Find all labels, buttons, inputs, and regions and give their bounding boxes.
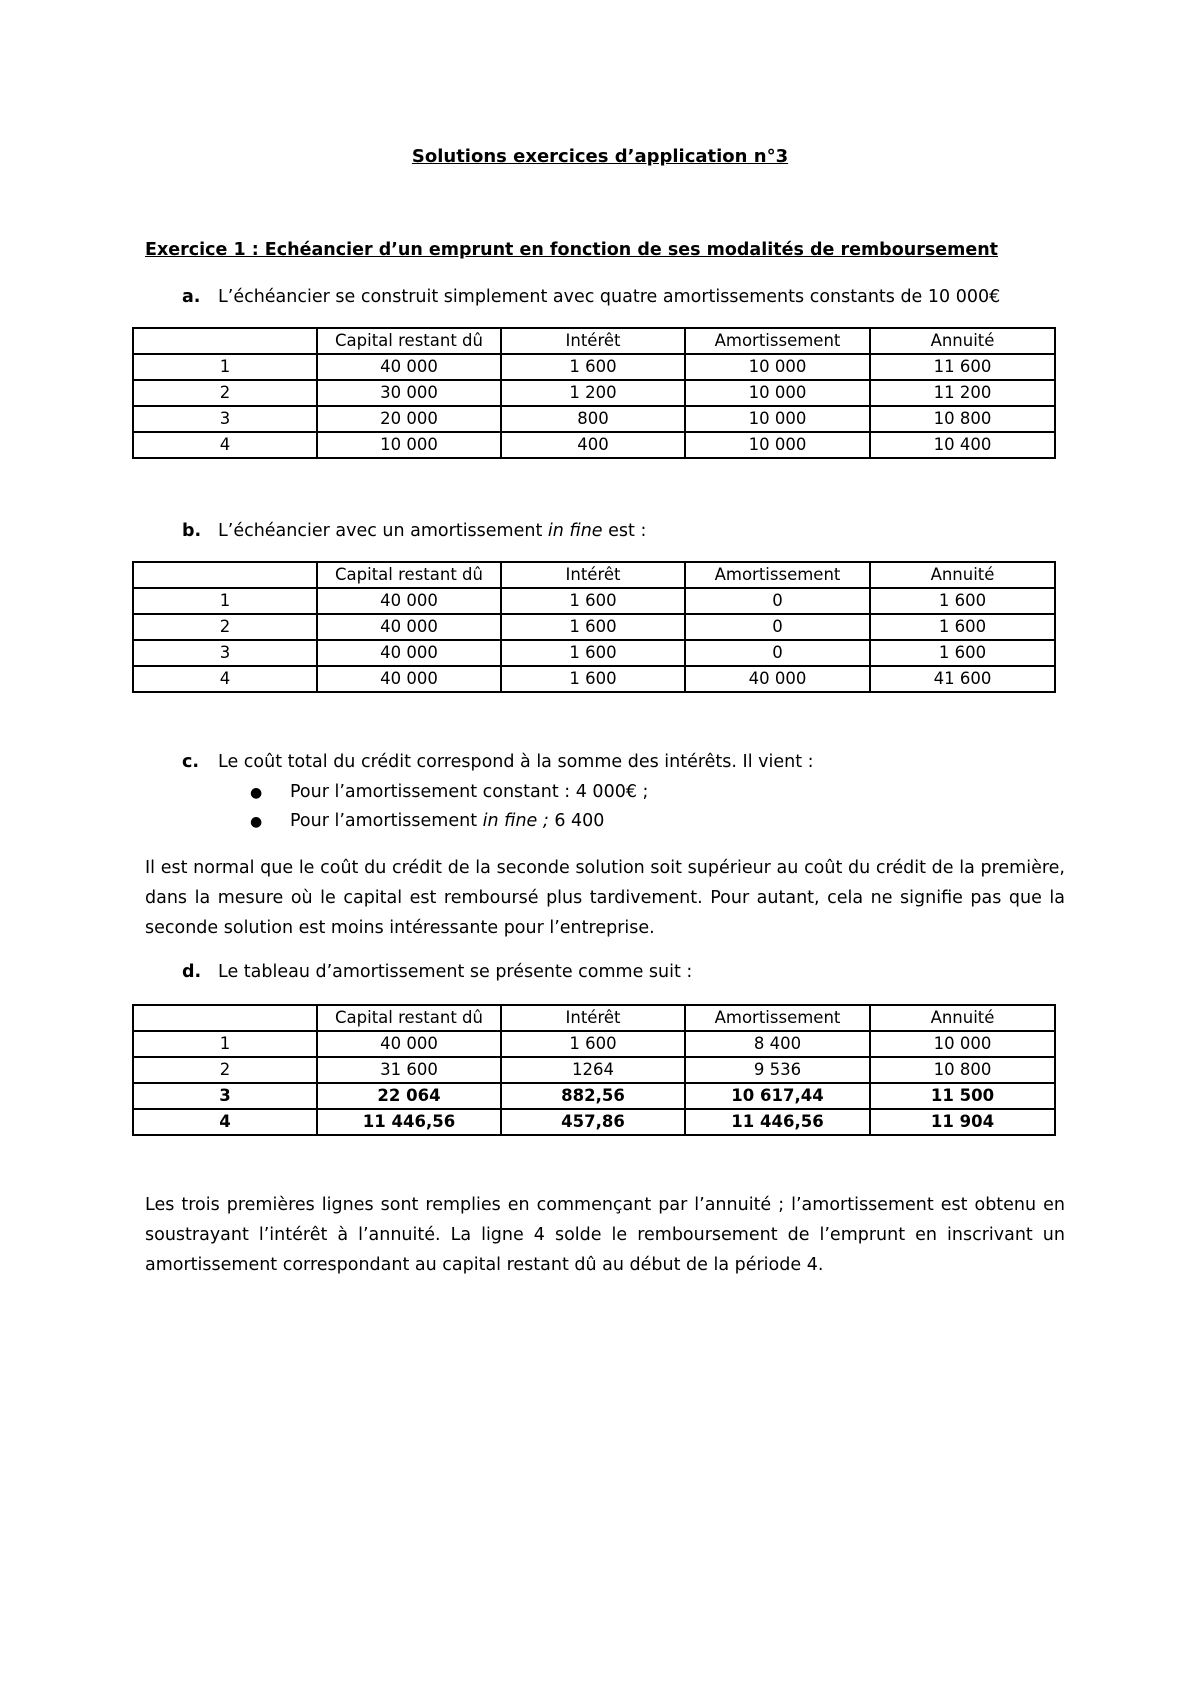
paragraph-1: Il est normal que le coût du crédit de la seconde solution soit supérieur au coût du crédit de la première, dans la mesure où le capital est remboursé plus tardivement. Pour autant, cela ne signifie pas que la seconde solution est moins intéressante pour l’entreprise. — [145, 858, 1065, 938]
table-cell: 1 600 — [870, 640, 1055, 666]
table-cell: 800 — [501, 406, 685, 432]
header-cell: Capital restant dû — [317, 1005, 501, 1031]
table-cell: 4 — [133, 666, 317, 692]
part-b-text: L’échéancier avec un amortissement — [218, 521, 548, 541]
table-cell: 0 — [685, 640, 870, 666]
header-cell — [133, 328, 317, 354]
table-cell: 11 904 — [870, 1109, 1055, 1135]
table-cell: 10 617,44 — [685, 1083, 870, 1109]
table-cell: 4 — [133, 432, 317, 458]
header-cell: Capital restant dû — [317, 328, 501, 354]
header-cell: Annuité — [870, 1005, 1055, 1031]
header-cell — [133, 1005, 317, 1031]
table-cell: 10 000 — [685, 406, 870, 432]
part-d-line — [182, 962, 692, 982]
part-d-text: Le tableau d’amortissement se présente comme suit : — [218, 962, 693, 982]
part-b-label: b. — [182, 521, 202, 541]
table-cell: 400 — [501, 432, 685, 458]
table-cell: 1264 — [501, 1057, 685, 1083]
table-cell: 2 — [133, 380, 317, 406]
bullet-2-italic: in fine ; — [482, 811, 549, 831]
part-c-label: c. — [182, 752, 200, 772]
table-cell: 10 800 — [870, 1057, 1055, 1083]
header-cell — [133, 562, 317, 588]
exercise-heading: Exercice 1 : Echéancier d’un emprunt en fonction de ses modalités de remboursement — [145, 240, 999, 260]
table-cell: 4 — [133, 1109, 317, 1135]
table-cell: 10 000 — [317, 432, 501, 458]
part-a-text: L’échéancier se construit simplement avec quatre amortissements constants de 10 000€ — [218, 287, 1001, 307]
table-cell: 10 800 — [870, 406, 1055, 432]
table-cell: 9 536 — [685, 1057, 870, 1083]
document-title: Solutions exercices d’application n°3 — [411, 146, 789, 167]
table-cell: 1 600 — [501, 588, 685, 614]
table-cell: 882,56 — [501, 1083, 685, 1109]
table-header-row — [133, 562, 1055, 588]
table-cell: 10 400 — [870, 432, 1055, 458]
table-cell: 2 — [133, 1057, 317, 1083]
bullet-2-text-after: 6 400 — [548, 811, 605, 831]
table-cell: 2 — [133, 614, 317, 640]
paragraph-2: Les trois premières lignes sont remplies en commençant par l’annuité ; l’amortissement est obtenu en soustrayant l’intérêt à l’annuité. La ligne 4 solde le remboursement de l’emprunt en inscrivant un amortissement correspondant au capital restant dû au début de la période 4. — [145, 1195, 1065, 1275]
table-cell: 3 — [133, 640, 317, 666]
table-cell: 1 — [133, 1031, 317, 1057]
table-cell: 40 000 — [317, 640, 501, 666]
table-b — [132, 561, 1056, 693]
table-row — [133, 354, 1055, 380]
bullet-icon: ● — [250, 814, 263, 830]
part-b-text-after: est : — [602, 521, 647, 541]
table-cell: 10 000 — [685, 432, 870, 458]
table-cell: 1 600 — [501, 614, 685, 640]
table-d — [132, 1004, 1056, 1136]
header-cell: Capital restant dû — [317, 562, 501, 588]
table-cell: 1 — [133, 354, 317, 380]
table-cell: 0 — [685, 614, 870, 640]
table-cell: 0 — [685, 588, 870, 614]
part-b-line — [182, 521, 646, 541]
part-a-label: a. — [182, 287, 201, 307]
header-cell: Amortissement — [685, 562, 870, 588]
part-c-bullet-1 — [250, 782, 648, 802]
table-cell: 3 — [133, 406, 317, 432]
table-cell: 11 600 — [870, 354, 1055, 380]
table-cell: 1 600 — [501, 640, 685, 666]
table-cell: 40 000 — [317, 666, 501, 692]
table-a — [132, 327, 1056, 459]
table-row — [133, 1031, 1055, 1057]
part-b-italic: in fine — [547, 521, 603, 541]
table-row — [133, 1109, 1055, 1135]
table-cell: 40 000 — [317, 354, 501, 380]
table-cell: 1 600 — [870, 588, 1055, 614]
header-cell: Intérêt — [501, 328, 685, 354]
header-cell: Intérêt — [501, 562, 685, 588]
table-cell: 41 600 — [870, 666, 1055, 692]
bullet-1-text: Pour l’amortissement constant : 4 000€ ; — [290, 782, 649, 802]
part-a-line — [182, 287, 1000, 307]
table-cell: 10 000 — [685, 380, 870, 406]
table-cell: 1 — [133, 588, 317, 614]
table-cell: 22 064 — [317, 1083, 501, 1109]
table-header-row — [133, 328, 1055, 354]
table-cell: 1 200 — [501, 380, 685, 406]
part-c-line — [182, 752, 814, 772]
table-cell: 11 446,56 — [685, 1109, 870, 1135]
part-c-bullet-2 — [250, 811, 604, 831]
table-cell: 1 600 — [501, 354, 685, 380]
table-cell: 40 000 — [317, 1031, 501, 1057]
table-row — [133, 588, 1055, 614]
part-d-label: d. — [182, 962, 202, 982]
table-cell: 11 446,56 — [317, 1109, 501, 1135]
table-cell: 8 400 — [685, 1031, 870, 1057]
table-cell: 3 — [133, 1083, 317, 1109]
table-header-row — [133, 1005, 1055, 1031]
table-cell: 10 000 — [685, 354, 870, 380]
table-cell: 11 500 — [870, 1083, 1055, 1109]
table-cell: 30 000 — [317, 380, 501, 406]
table-row — [133, 1057, 1055, 1083]
table-row — [133, 666, 1055, 692]
table-cell: 40 000 — [317, 588, 501, 614]
table-row — [133, 614, 1055, 640]
bullet-2-text: Pour l’amortissement — [290, 811, 483, 831]
table-cell: 1 600 — [501, 1031, 685, 1057]
table-cell: 1 600 — [870, 614, 1055, 640]
table-row — [133, 432, 1055, 458]
part-c-text: Le coût total du crédit correspond à la somme des intérêts. Il vient : — [218, 752, 814, 772]
header-cell: Annuité — [870, 562, 1055, 588]
header-cell: Amortissement — [685, 328, 870, 354]
table-cell: 31 600 — [317, 1057, 501, 1083]
table-cell: 10 000 — [870, 1031, 1055, 1057]
table-cell: 40 000 — [317, 614, 501, 640]
table-row — [133, 380, 1055, 406]
header-cell: Annuité — [870, 328, 1055, 354]
table-cell: 1 600 — [501, 666, 685, 692]
table-cell: 457,86 — [501, 1109, 685, 1135]
header-cell: Amortissement — [685, 1005, 870, 1031]
table-cell: 11 200 — [870, 380, 1055, 406]
bullet-icon: ● — [250, 785, 263, 801]
table-cell: 20 000 — [317, 406, 501, 432]
table-row — [133, 1083, 1055, 1109]
table-row — [133, 406, 1055, 432]
table-row — [133, 640, 1055, 666]
header-cell: Intérêt — [501, 1005, 685, 1031]
table-cell: 40 000 — [685, 666, 870, 692]
